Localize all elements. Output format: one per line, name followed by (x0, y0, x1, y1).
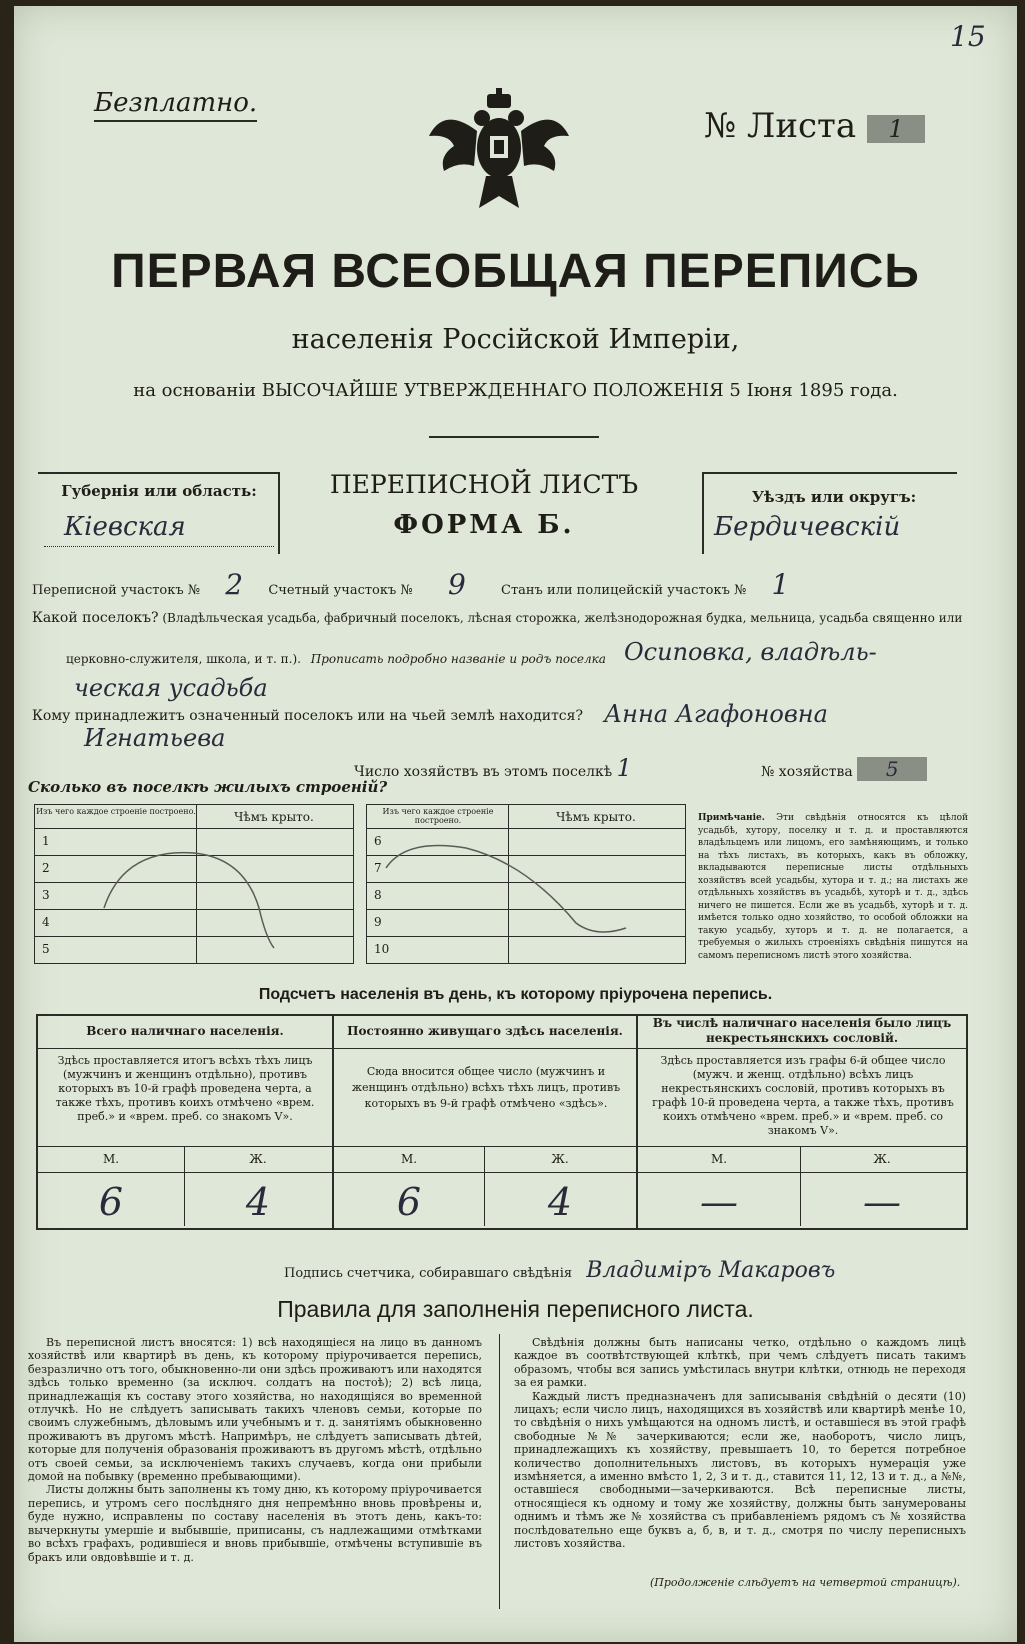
note-title: Примѣчаніе. (698, 813, 765, 823)
region-left-border (38, 472, 278, 474)
stan-value: 1 (771, 568, 790, 601)
pop-col1-title: Всего наличнаго населенія. (86, 1024, 284, 1038)
settlement-hint-1: (Владѣльческая усадьба, фабричный поселокъ, лѣсная сторожка, желѣзнодорожная будка, мельница, усадьба священно или (162, 611, 963, 625)
note-text: Эти свѣдѣнія относятся къ цѣлой усадьбѣ, хутору, поселку и т. д. и проставляются владѣльцемъ или лицомъ, его замѣняющимъ, и только на тѣхъ листахъ, въ которыхъ, какъ въ обложку, вкладываются переписные листы отдѣльныхъ хозяйствъ всей усадьбы, хутора и т. д.; на листахъ же отдѣльныхъ хозяйствъ въ усадьбѣ, хуторѣ и т. д., здѣсь ничего не пишется. Если же въ усадьбѣ, хуторѣ и т. д. имѣется только одно хозяйство, то особой обложки на такую усадьбу, хуторъ и т. д. не полагается, а требуемыя о жилыхъ строеніяхъ свѣдѣнія пишутся на самомъ переписномъ листѣ этого хозяйства. (698, 813, 968, 961)
region-right-border (702, 472, 957, 474)
settlement-question-label: Какой поселокъ? (32, 610, 159, 626)
pop-col2-f-label: Ж. (551, 1152, 569, 1166)
pop-col2-m-value: 6 (396, 1180, 422, 1224)
pop-col1-f-label: Ж. (249, 1152, 267, 1166)
gubernia-underline (44, 546, 274, 547)
household-no-label: № хозяйства (761, 764, 853, 780)
settlement-hint-row (66, 652, 606, 666)
divider (429, 436, 599, 438)
count-district-value: 9 (447, 568, 466, 601)
rules-right-column (514, 1336, 966, 1551)
pop-mf-bottom-line (38, 1172, 966, 1173)
census-sheet (14, 6, 1017, 1642)
settlement-hint-3: Прописать подробно названіе и родъ поселка (310, 652, 606, 666)
free-label: Безплатно. (94, 88, 257, 122)
pop-col2-title: Постоянно живущаго здѣсь населенія. (347, 1024, 623, 1038)
pop-col3-f-value: — (863, 1180, 901, 1224)
corner-number: 15 (950, 20, 986, 53)
rules-column-divider (499, 1334, 500, 1609)
pop-mf-top-line (38, 1146, 966, 1147)
households-value: 1 (616, 754, 632, 782)
households-line (354, 754, 927, 782)
owner-value-1: Анна Агафоновна (604, 700, 828, 728)
pop-col1-m-label: М. (102, 1152, 120, 1166)
region-left-divider (278, 472, 280, 554)
uezd-value: Бердичевскій (714, 512, 901, 542)
count-district-label: Счетный участокъ № (268, 583, 413, 598)
buildings-row-number: 10 (374, 942, 390, 956)
pop-col3-m-label: М. (710, 1152, 728, 1166)
sheet-number (704, 106, 925, 146)
buildings-row-number: 6 (374, 834, 382, 848)
settlement-name-2: ческая усадьба (74, 674, 268, 702)
uezd-label: Уѣздъ или округъ: (751, 488, 917, 506)
pop-col2-f-value: 4 (547, 1180, 573, 1224)
signature-label: Подпись счетчика, собиравшаго свѣдѣнія (284, 1266, 573, 1281)
pop-col2-text: Сюда вносится общее число (мужчинъ и женщинъ отдѣльно) всѣхъ тѣхъ лицъ, противъ которыхъ въ 9-й графѣ отмѣчено «здѣсь». (351, 1065, 621, 1110)
pop-col1-f-value: 4 (245, 1180, 271, 1224)
owner-value-2: Игнатьева (84, 724, 226, 752)
pop-header-line (38, 1048, 966, 1049)
signature-line (284, 1258, 835, 1283)
population-heading: Подсчетъ населенія въ день, къ которому пріурочена перепись. (258, 986, 773, 1003)
gubernia-value: Кіевская (64, 512, 186, 542)
pop-col1-m-value: 6 (98, 1180, 124, 1224)
signature-value: Владиміръ Макаровъ (586, 1258, 836, 1283)
buildings-row-number: 2 (42, 861, 50, 875)
sheet-number-value: 1 (867, 115, 925, 143)
form-title: ПЕРЕПИСНОЙ ЛИСТЪ (329, 470, 639, 499)
page-title: ПЕРВАЯ ВСЕОБЩАЯ ПЕРЕПИСЬ (111, 245, 920, 298)
basis-line: на основаніи ВЫСОЧАЙШЕ УТВЕРЖДЕННАГО ПОЛОЖЕНІЯ 5 Іюня 1895 года. (133, 380, 898, 401)
pop-col3-title: Въ числѣ наличнаго населенія было лицъ некрестьянскихъ сословій. (652, 1016, 952, 1045)
buildings-row-number: 4 (42, 915, 50, 929)
form-name: ФОРМА Б. (393, 510, 575, 540)
page-subtitle: населенія Россійской Имперіи, (291, 324, 740, 355)
household-no-value: 5 (857, 757, 927, 781)
stan-label: Станъ или полицейскій участокъ № (501, 583, 747, 598)
buildings-left-col-material: Изъ чего каждое строеніе построено. (36, 807, 196, 816)
settlement-question (32, 610, 982, 626)
pop-col3-f-label: Ж. (873, 1152, 891, 1166)
rules-left-p1: Въ переписной листъ вносятся: 1) всѣ находящіеся на лицо въ данномъ хозяйствѣ или квартирѣ въ день, къ которому пріурочивается перепись, безразлично отъ того, обыкновенно-ли они здѣсь проживаютъ или находятся здѣсь только временно (за исключ. солдатъ на постоѣ); 2) всѣ лица, принадлежащія къ составу этого хозяйства, но находящіяся во временной отлучкѣ. Но не слѣдуетъ записывать такихъ членовъ семьи, которые по своимъ служебнымъ, дѣловымъ или учебнымъ и т. д. занятіямъ обыкновенно проживаютъ въ другомъ мѣстѣ. Напримѣръ, не слѣдуетъ записывать дѣтей, которые для полученія образованія проживаютъ въ другомъ мѣстѣ, отдѣльно отъ своей семьи, за исключеніемъ такихъ случаевъ, когда они прибыли домой на побывку (временно пребывающими). (28, 1336, 482, 1484)
region-right-divider (702, 472, 704, 554)
district-line (32, 568, 962, 601)
buildings-right-col-roof: Чѣмъ крыто. (556, 810, 636, 824)
rules-title: Правила для заполненія переписного листа. (277, 1296, 754, 1322)
buildings-row-number: 8 (374, 888, 382, 902)
settlement-name-1: Осиповка, владѣль- (624, 638, 877, 666)
buildings-right-col-material: Изъ чего каждое строеніе построено. (382, 807, 494, 825)
buildings-row-number: 5 (42, 942, 50, 956)
pop-col3-m-value: — (700, 1180, 738, 1224)
pop-col1-text: Здѣсь проставляется итогъ всѣхъ тѣхъ лицъ (мужчинъ и женщинъ отдѣльно), противъ которыхъ въ 10-й графѣ проведена черта, а также тѣхъ, противъ коихъ отмѣчено «врем. преб.» и «врем. преб. со знакомъ V». (55, 1054, 315, 1123)
rules-left-column (28, 1336, 482, 1564)
owner-label: Кому принадлежитъ означенный поселокъ или на чьей землѣ находится? (32, 708, 583, 724)
sheet-number-label: № Листа (704, 106, 857, 146)
census-district-value: 2 (225, 568, 244, 601)
buildings-row-number: 7 (374, 861, 382, 875)
census-district-label: Переписной участокъ № (32, 583, 201, 598)
settlement-hint-2: церковно-служителя, школа, и т. п.). (66, 652, 301, 666)
strikethrough-curve-left (34, 828, 354, 963)
buildings-row-number: 3 (42, 888, 50, 902)
rules-right-p2: Каждый листъ предназначенъ для записыванія свѣдѣній о десяти (10) лицахъ; если число лицъ, находящихся въ хозяйствѣ или квартирѣ менѣе 10, то свѣдѣнія о нихъ умѣщаются на одномъ листѣ, и оставшіеся въ этой графѣ свободные №№ зачеркиваются; если же, наоборотъ, число лицъ, принадлежащихъ къ хозяйству, превышаетъ 10, то берется потребное количество дополнительныхъ листовъ, въ которыхъ нумерація уже измѣняется, а именно вмѣсто 1, 2, 3 и т. д., ставится 11, 12, 13 и т. д., а №№, оставшіеся свободными—зачеркиваются. Всѣ переписные листы, относящіеся къ одному и тому же хозяйству, должны быть занумерованы однимъ и тѣмъ же № хозяйства съ прибавленіемъ рядомъ съ № хозяйства послѣдовательно еще буквъ а, б, в, и т. д., смотря по числу переписныхъ листовъ хозяйства. (514, 1389, 966, 1551)
rules-continued: (Продолженіе слѣдуетъ на четвертой страницѣ). (650, 1576, 961, 1589)
buildings-row-number: 9 (374, 915, 382, 929)
households-label: Число хозяйствъ въ этомъ поселкѣ (354, 764, 613, 780)
gubernia-label: Губернія или область: (61, 482, 257, 500)
rules-right-p1: Свѣдѣнія должны быть написаны четко, отдѣльно о каждомъ лицѣ каждое въ соотвѣтствующей клѣткѣ, при чемъ слѣдуетъ писать такимъ образомъ, чтобы вся запись умѣстилась внутри клѣтки, отнюдь не переходя за ея рамки. (514, 1336, 966, 1390)
pop-col2-m-label: М. (400, 1152, 418, 1166)
strikethrough-curve-right (366, 828, 686, 963)
rules-left-p2: Листы должны быть заполнены къ тому дню, къ которому пріурочивается перепись, и утромъ сего послѣдняго дня непремѣнно вновь провѣрены и, буде нужно, исправлены по составу населенія въ этотъ день, какъ-то: вычеркнуты умершіе и выбывшіе, приписаны, съ надлежащими отмѣтками во всѣхъ графахъ, родившіеся и вновь прибывшіе, отмѣчены вступившіе въ бракъ или овдовѣвшіе и т. д. (28, 1483, 482, 1564)
buildings-row-number: 1 (42, 834, 50, 848)
buildings-question: Сколько въ поселкѣ жилыхъ строеній? (28, 778, 388, 796)
pop-col3-text: Здѣсь проставляется изъ графы 6-й общее число (мужч. и женщ. отдѣльно) всѣхъ лицъ некрестьянскихъ сословій, противъ которыхъ въ графѣ 10-й проведена черта, а также тѣхъ, противъ коихъ отмѣчено «врем. преб.» и «врем. преб. со знакомъ V». (652, 1054, 954, 1137)
buildings-note (698, 812, 968, 962)
double-headed-eagle-emblem (424, 86, 574, 216)
buildings-left-col-roof: Чѣмъ крыто. (234, 810, 314, 824)
